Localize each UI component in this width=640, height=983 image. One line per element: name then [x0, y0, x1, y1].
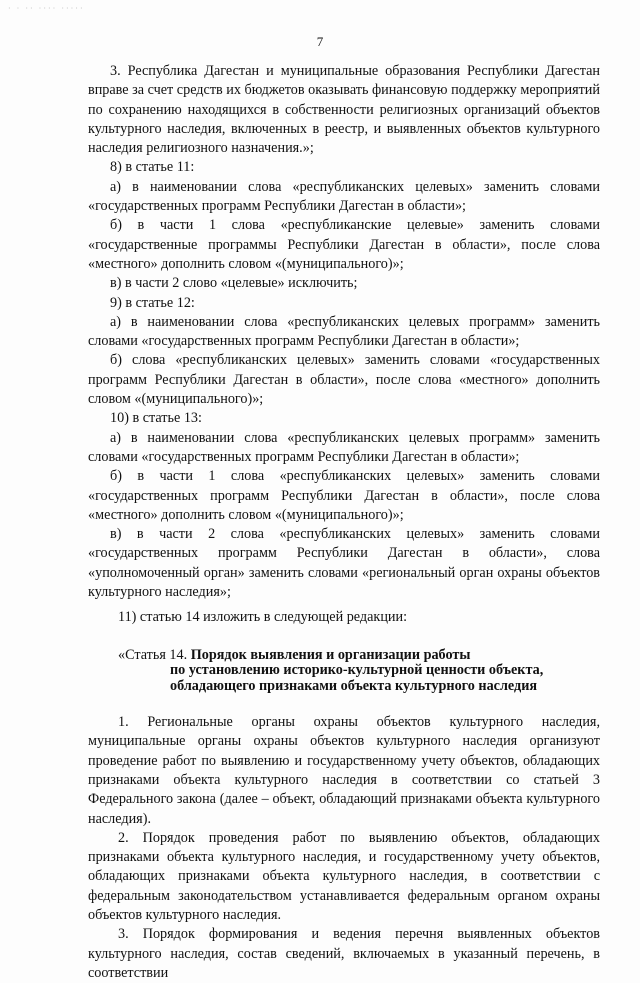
paragraph: в) в части 2 слово «целевые» исключить;	[110, 275, 358, 292]
document-body	[88, 62, 600, 983]
paragraph: а) в наименовании слова «республиканских целевых программ» заменить словами «государственных программ Республики Дагестан в области»;	[88, 429, 600, 465]
paragraph: 9) в статье 12:	[110, 294, 195, 311]
paragraph: б) в части 1 слова «республиканских целевых» заменить словами «государственных программ Республики Дагестан в области», после слова «местного» дополнить словом «(муниципального)»;	[88, 468, 600, 523]
paragraph: 1. Региональные органы охраны объектов культурного наследия, муниципальные органы охраны объектов культурного наследия организуют проведение работ по выявлению и государственному учету объектов, обладающих признаками объекта культурного наследия в соответствии со статьей 3 Федерального закона (далее – объект, обладающий признаками объекта культурного наследия).	[88, 714, 600, 827]
paragraph: 11) статью 14 изложить в следующей редакции:	[118, 609, 408, 626]
paragraph: 10) в статье 13:	[110, 410, 202, 427]
paragraph: в) в части 2 слова «республиканских целевых» заменить словами «государственных программ Республики Дагестан в области», слова «уполномоченный орган» заменить словами «региональный орган охраны объектов культурного наследия»;	[88, 526, 600, 601]
paragraph: 2. Порядок проведения работ по выявлению объектов, обладающих признаками объекта культурного наследия, и государственному учету объектов, обладающих признаками объекта культурного наследия, в соответствии с федеральным законодательством устанавливается федеральным органом охраны объектов культурного наследия.	[88, 829, 600, 924]
scan-artifact: · · ·· ···· ·····	[8, 4, 85, 13]
paragraph: б) слова «республиканских целевых» заменить словами «государственных программ Республики Дагестан в области», после слова «местного» дополнить словом «(муниципального)»;	[88, 352, 600, 408]
article-heading	[88, 648, 600, 695]
paragraph: а) в наименовании слова «республиканских целевых» заменить словами «государственных программ Республики Дагестан в области»;	[88, 178, 600, 215]
article-title-line: по установлению историко-культурной ценности объекта,	[170, 662, 544, 679]
paragraph: б) в части 1 слова «республиканские целевые» заменить словами «государственные программы Республики Дагестан в области», после слова «местного» дополнить словом «(муниципального)»;	[88, 217, 600, 272]
page-number: 7	[316, 34, 324, 49]
article-title-line: обладающего признаками объекта культурного наследия	[170, 677, 538, 694]
paragraph: а) в наименовании слова «республиканских целевых программ» заменить словами «государственных программ Республики Дагестан в области»;	[88, 313, 600, 350]
paragraph: 3. Республика Дагестан и муниципальные образования Республики Дагестан вправе за счет средств их бюджетов оказывать финансовую поддержку мероприятий по сохранению находящихся в собственности религиозных организаций объектов культурного наследия, включенных в реестр, и выявленных объектов культурного наследия религиозного назначения.»;	[88, 63, 600, 157]
paragraph: 8) в статье 11:	[110, 159, 195, 176]
article-title-line: Порядок выявления и организации работы	[190, 646, 471, 663]
paragraph: 3. Порядок формирования и ведения перечня выявленных объектов культурного наследия, состав сведений, включаемых в указанный перечень, в соответствии	[88, 926, 600, 981]
article-number: «Статья 14.	[118, 646, 188, 663]
